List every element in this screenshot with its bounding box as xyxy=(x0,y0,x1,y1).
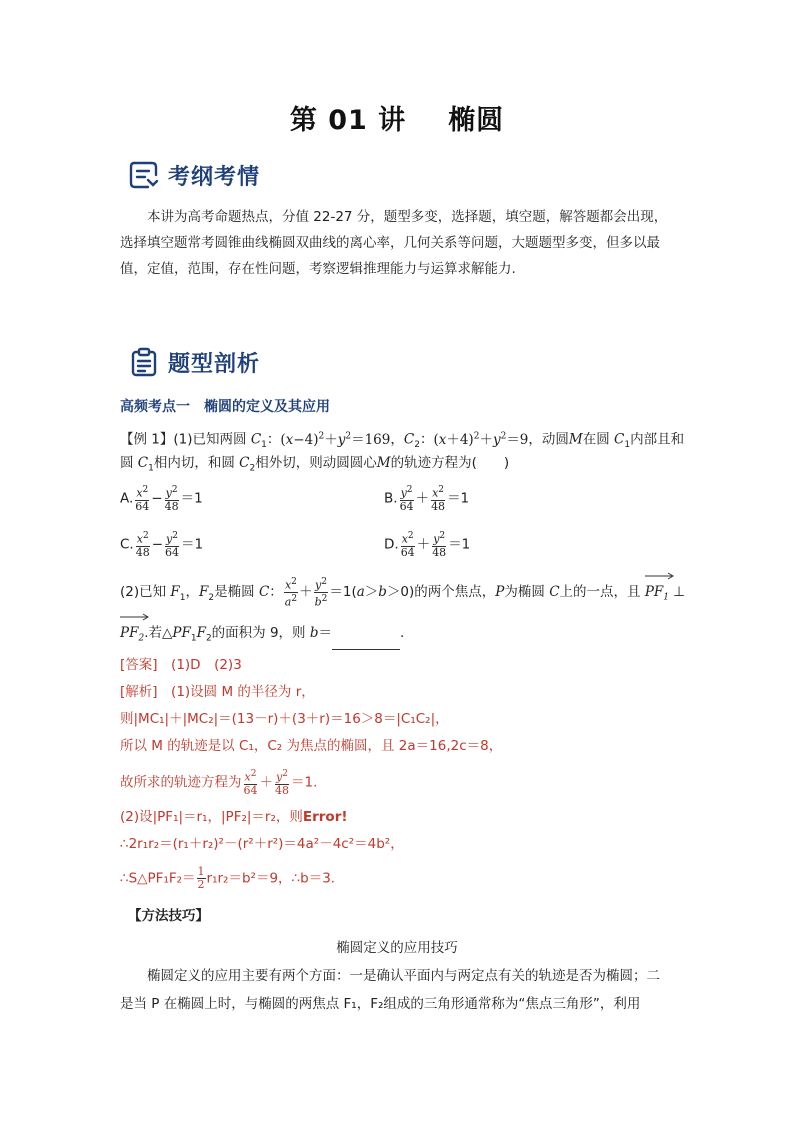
answer-value: (1)D (2)3 xyxy=(171,657,242,673)
question-text: 的两个焦点， xyxy=(414,584,496,601)
example-tag: 【例 1】 xyxy=(120,431,174,448)
analysis-line-3: 所以 M 的轨迹是以 C₁，C₂ 为焦点的椭圆，且 2a＝16,2c＝8， xyxy=(120,738,503,754)
question-text: 在圆 xyxy=(582,431,615,448)
vector-pf2: $PF_2$ xyxy=(120,622,144,650)
analysis-line-5 xyxy=(120,806,348,828)
answer-label: [答案] xyxy=(120,657,158,673)
option-label: D. xyxy=(384,536,399,553)
error-marker: Error! xyxy=(302,809,348,825)
question-text: ，动圆 xyxy=(528,431,569,448)
question-text: (2)已知 xyxy=(120,584,171,601)
question-text: 的面积为 9，则 xyxy=(211,625,310,641)
clipboard-icon xyxy=(128,346,160,378)
example-question-1-line-1: 【例 1】(1)已知两圆 $C_1$：$(x-4)^2+y^2=169$，$C_2$：$(x+4)^2+y^2=9$，动圆M在圆 $C_1$内部且和 xyxy=(120,431,685,451)
section-title: 考纲考情 xyxy=(168,164,261,190)
page-title xyxy=(0,98,794,137)
analysis-text: (2)设|PF₁|＝r₁，|PF₂|＝r₂，则 xyxy=(120,809,303,825)
example-question-2-line-1: (2)已知 $F_1$，$F_2$是椭圆 C： $\frac{x^2}{a^2}$ ＋ $\frac{y^2}{b^2}$ ＝1(a＞b＞0)的两个焦点，P为椭圆 C上的一点，且 $PF_1$ ⊥ xyxy=(120,576,685,609)
method-subtitle: 椭圆定义的应用技巧 xyxy=(336,940,458,956)
option-b: B. $\frac{y^2}{64}$ ＋ $\frac{x^2}{48}$ ＝1 xyxy=(384,485,470,513)
analysis-line-7: ∴S△PF₁F₂＝ $\frac{1}{2}$ r₁r₂＝b²＝9，∴b＝3. xyxy=(120,865,336,891)
vector-pf1: $PF_1$ xyxy=(645,581,669,609)
analysis-label: [解析] xyxy=(120,684,158,700)
lesson-topic: 椭圆 xyxy=(448,105,505,136)
method-line: 是当 P 在椭圆上时，与椭圆的两焦点 F₁，F₂组成的三角形通常称为“焦点三角形”，利用 xyxy=(120,996,641,1012)
intro-line: 选择填空题常考圆锥曲线椭圆双曲线的离心率，几何关系等问题，大题题型多变，但多以最 xyxy=(120,235,660,251)
method-line: 椭圆定义的应用主要有两个方面：一是确认平面内与两定点有关的轨迹是否为椭圆；二 xyxy=(147,968,660,984)
method-heading: 【方法技巧】 xyxy=(128,908,209,924)
intro-paragraph xyxy=(120,204,680,282)
list-doc-icon xyxy=(128,159,160,191)
analysis-line-1 xyxy=(120,681,315,703)
question-text: 为椭圆 xyxy=(504,584,550,601)
answer-blank xyxy=(332,635,400,650)
question-text: 相外切，则动圆圆心 xyxy=(255,455,377,471)
analysis-line-4: 故所求的轨迹方程为 $\frac{x^2}{64}$ ＋ $\frac{y^2}{48}$ ＝1. xyxy=(120,769,318,797)
question-text: 圆 xyxy=(120,455,138,471)
question-text: 相内切，和圆 xyxy=(153,455,240,471)
analysis-text: ∴S△PF₁F₂＝ xyxy=(120,870,196,887)
section-heading-syllabus xyxy=(128,155,260,195)
analysis-text: r₁r₂＝b²＝9，∴b＝3. xyxy=(206,870,336,887)
answer-line xyxy=(120,654,242,676)
example-question-1-line-2: 圆 $C_1$相内切，和圆 $C_2$相外切，则动圆圆心M的轨迹方程为( ) xyxy=(120,455,510,474)
question-text: 是椭圆 xyxy=(214,584,259,601)
example-question-2-line-2: $PF_2$.若$\triangle PF_1F_2$的面积为 9，则 b＝ . xyxy=(120,622,404,650)
question-text: 的轨迹方程为( ) xyxy=(390,455,510,471)
section-title: 题型剖析 xyxy=(168,351,261,377)
option-c: C. $\frac{x^2}{48}$ − $\frac{y^2}{64}$ ＝1 xyxy=(120,531,204,559)
analysis-line-6: ∴2r₁r₂＝(r₁＋r₂)²－(r²＋r²)＝4a²－4c²＝4b²， xyxy=(120,836,404,852)
question-text: ＝ xyxy=(318,625,332,641)
analysis-text: 故所求的轨迹方程为 xyxy=(120,774,242,791)
intro-line: 本讲为高考命题热点，分值 22-27 分，题型多变，选择题，填空题，解答题都会出现， xyxy=(147,209,668,225)
section-heading-analysis xyxy=(128,342,260,382)
analysis-text: (1)设圆 M 的半径为 r， xyxy=(171,684,315,700)
subsection-title: 高频考点一 椭圆的定义及其应用 xyxy=(120,399,330,415)
question-text: .若△ xyxy=(144,625,173,641)
method-paragraph xyxy=(120,962,680,1018)
intro-line: 值，定值，范围，存在性问题，考察逻辑推理能力与运算求解能力. xyxy=(120,261,516,277)
analysis-line-2: 则|MC₁|＋|MC₂|＝(13－r)＋(3＋r)＝16＞8＝|C₁C₂|， xyxy=(120,711,449,727)
question-text: 内部且和 xyxy=(630,431,685,448)
option-d: D. $\frac{x^2}{64}$ ＋ $\frac{y^2}{48}$ ＝1 xyxy=(384,531,471,559)
option-label: A. xyxy=(120,490,134,507)
lesson-number: 第 01 讲 xyxy=(289,105,407,136)
option-a: A. $\frac{x^2}{64}$ − $\frac{y^2}{48}$ ＝1 xyxy=(120,485,203,513)
question-text: 上的一点，且 xyxy=(559,584,645,601)
option-label: B. xyxy=(384,490,398,507)
question-text: (1)已知两圆 xyxy=(173,431,251,448)
option-label: C. xyxy=(120,536,134,553)
